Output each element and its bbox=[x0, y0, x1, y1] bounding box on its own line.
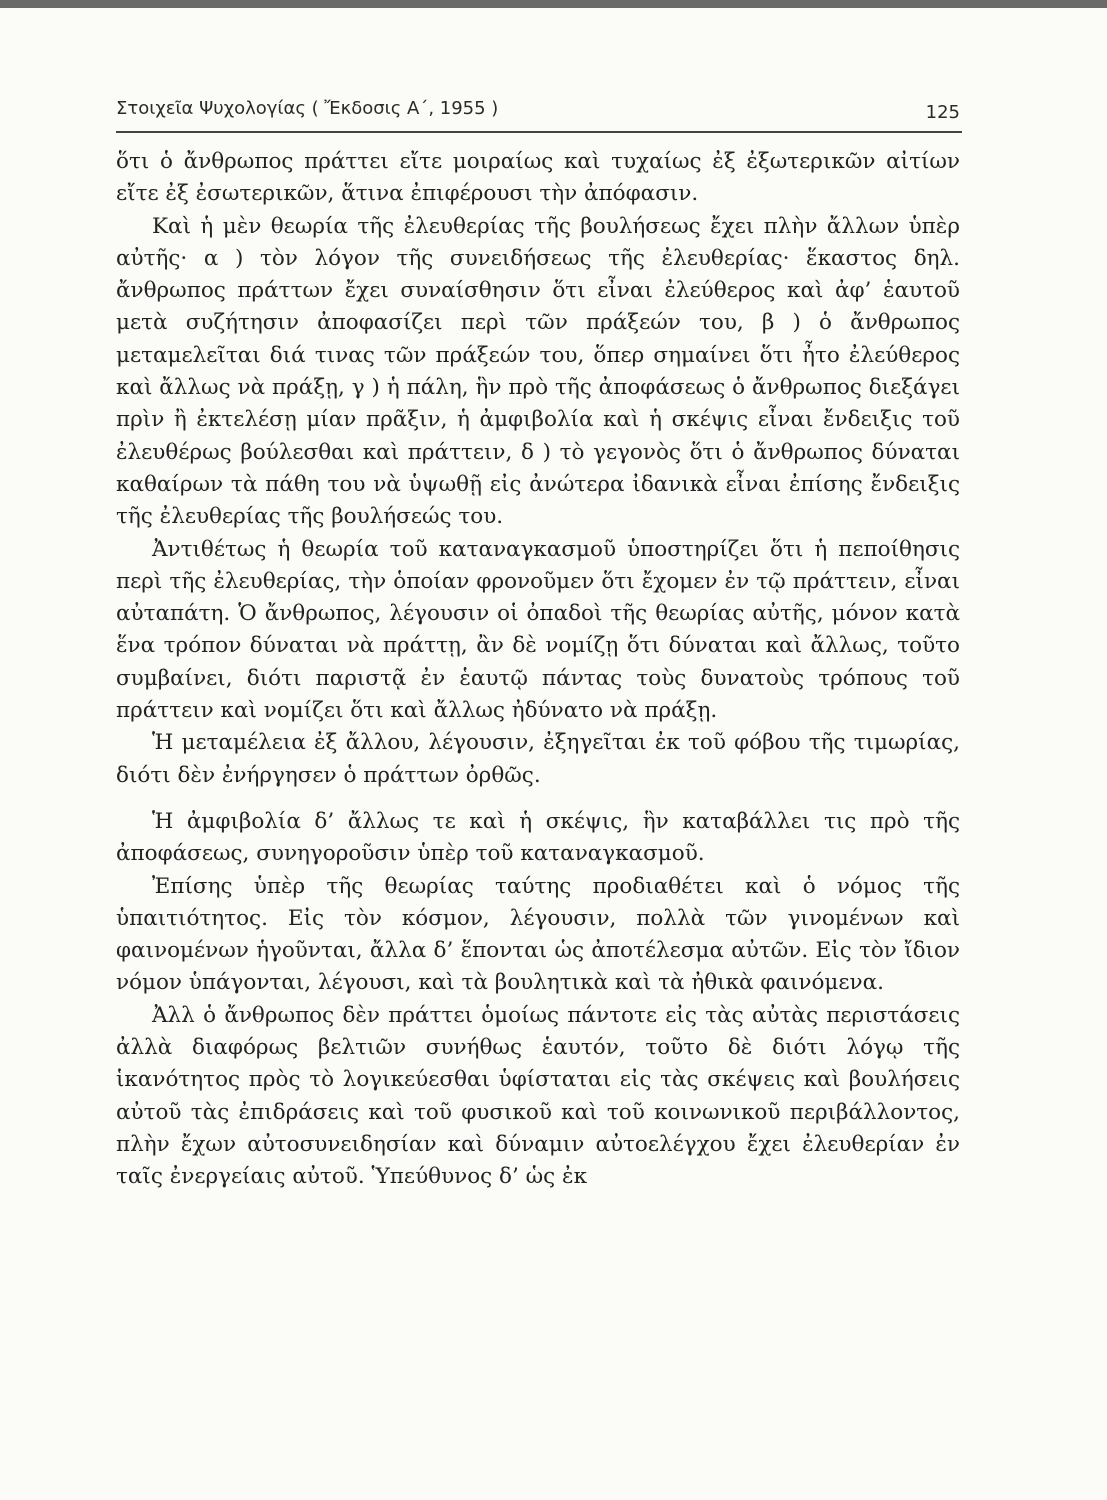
scan-top-edge bbox=[0, 0, 1107, 8]
paragraph-2: Καὶ ἡ μὲν θεωρία τῆς ἐλευθερίας τῆς βουλήσεως ἔχει πλὴν ἄλλων ὑπὲρ αὐτῆς· α ) τὸν λόγον τῆς συνειδήσεως τῆς ἐλευθερίας· ἕκαστος δηλ. ἄνθρωπος πράττων ἔχει συναίσθησιν ὅτι εἶναι ἐλεύθερος καὶ ἀφ’ ἑαυτοῦ μετὰ συζήτησιν ἀποφασίζει περὶ τῶν πράξεών του, β ) ὁ ἄνθρωπος μεταμελεῖται διά τινας τῶν πράξεών του, ὅπερ σημαίνει ὅτι ἦτο ἐλεύθερος καὶ ἄλλως νὰ πράξῃ, γ ) ἡ πάλη, ἣν πρὸ τῆς ἀποφάσεως ὁ ἄνθρωπος διεξάγει πρὶν ἢ ἐκτελέσῃ μίαν πρᾶξιν, ἡ ἀμφιβολία καὶ ἡ σκέψις εἶναι ἔνδειξις τοῦ ἐλευθέρως βούλεσθαι καὶ πράττειν, δ ) τὸ γεγονὸς ὅτι ὁ ἄνθρωπος δύναται καθαίρων τὰ πάθη του νὰ ὑψωθῇ εἰς ἀνώτερα ἰδανικὰ εἶναι ἐπίσης ἔνδειξις τῆς ἐλευθερίας τῆς βουλήσεώς του. bbox=[116, 213, 960, 530]
running-header-title: Στοιχεῖα Ψυχολογίας ( Ἔκδοσις Α΄, 1955 ) bbox=[116, 98, 499, 119]
paragraph-6: Ἐπίσης ὑπὲρ τῆς θεωρίας ταύτης προδιαθέτει καὶ ὁ νόμος τῆς ὑπαιτιότητος. Εἰς τὸν κόσμον, λέγουσιν, πολλὰ τῶν γινομένων καὶ φαινομένων ἡγοῦνται, ἄλλα δ’ ἕπονται ὡς ἀποτέλεσμα αὐτῶν. Εἰς τὸν ἴδιον νόμον ὑπάγονται, λέγουσι, καὶ τὰ βουλητικὰ καὶ τὰ ἠθικὰ φαινόμενα. bbox=[116, 873, 960, 996]
page-number: 125 bbox=[925, 102, 960, 123]
header-rule bbox=[116, 131, 962, 133]
paragraph-4: Ἡ μεταμέλεια ἐξ ἄλλου, λέγουσιν, ἐξηγεῖται ἐκ τοῦ φόβου τῆς τιμωρίας, διότι δὲν ἐνήργησεν ὁ πράττων ὀρθῶς. bbox=[116, 730, 960, 788]
paragraph-7: Ἀλλ ὁ ἄνθρωπος δὲν πράττει ὁμοίως πάντοτε εἰς τὰς αὐτὰς περιστάσεις ἀλλὰ διαφόρως βελτιῶν συνήθως ἑαυτόν, τοῦτο δὲ διότι λόγῳ τῆς ἱκανότητος πρὸς τὸ λογικεύεσθαι ὑφίσταται εἰς τὰς σκέψεις καὶ βουλήσεις αὐτοῦ τὰς ἐπιδράσεις καὶ τοῦ φυσικοῦ καὶ τοῦ κοινωνικοῦ περιβάλλοντος, πλὴν ἔχων αὐτοσυνειδησίαν καὶ δύναμιν αὐτοελέγχου ἔχει ἐλευθερίαν ἐν ταῖς ἐνεργείαις αὐτοῦ. Ὑπεύθυνος δ’ ὡς ἐκ bbox=[116, 1002, 960, 1190]
paragraph-3: Ἀντιθέτως ἡ θεωρία τοῦ καταναγκασμοῦ ὑποστηρίζει ὅτι ἡ πεποίθησις περὶ τῆς ἐλευθερίας, τὴν ὁποίαν φρονοῦμεν ὅτι ἔχομεν ἐν τῷ πράττειν, εἶναι αὐταπάτη. Ὁ ἄνθρωπος, λέγουσιν οἱ ὀπαδοὶ τῆς θεωρίας αὐτῆς, μόνον κατὰ ἕνα τρόπον δύναται νὰ πράττῃ, ἂν δὲ νομίζῃ ὅτι δύναται καὶ ἄλλως, τοῦτο συμβαίνει, διότι παριστᾷ ἐν ἑαυτῷ πάντας τοὺς δυνατοὺς τρόπους τοῦ πράττειν καὶ νομίζει ὅτι καὶ ἄλλως ἠδύνατο νὰ πράξῃ. bbox=[116, 536, 960, 724]
page-body bbox=[116, 146, 960, 1194]
paragraph-5: Ἡ ἀμφιβολία δ’ ἄλλως τε καὶ ἡ σκέψις, ἣν καταβάλλει τις πρὸ τῆς ἀποφάσεως, συνηγοροῦσιν ὑπὲρ τοῦ καταναγκασμοῦ. bbox=[116, 808, 960, 867]
paragraph-1: ὅτι ὁ ἄνθρωπος πράττει εἴτε μοιραίως καὶ τυχαίως ἐξ ἐξωτερικῶν αἰτίων εἴτε ἐξ ἐσωτερικῶν, ἅτινα ἐπιφέρουσι τὴν ἀπόφασιν. bbox=[116, 149, 960, 207]
